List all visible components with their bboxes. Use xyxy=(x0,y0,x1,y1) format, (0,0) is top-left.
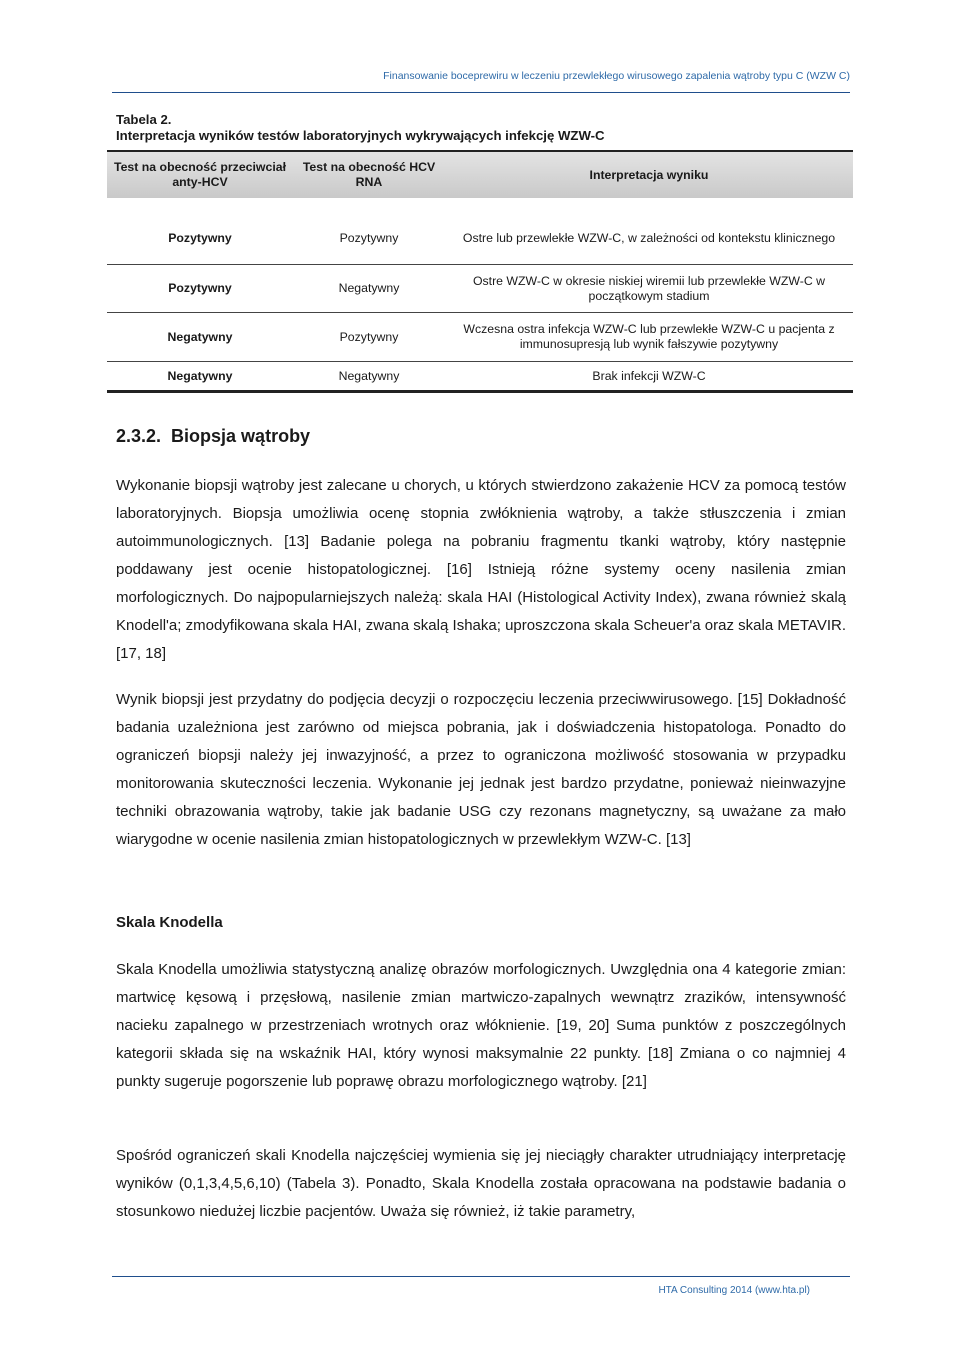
header-divider xyxy=(112,92,850,93)
table-cell: Pozytywny xyxy=(107,198,293,265)
page-footer: HTA Consulting 2014 (www.hta.pl) xyxy=(658,1285,810,1296)
table-cell: Negatywny xyxy=(293,265,445,313)
table-title: Interpretacja wyników testów laboratoryjnych wykrywających infekcję WZW-C xyxy=(116,128,605,143)
table-row xyxy=(107,313,853,362)
section-number: 2.3.2. xyxy=(116,426,162,446)
table-cell: Ostre lub przewlekłe WZW-C, w zależności od kontekstu klinicznego xyxy=(445,198,853,265)
column-header-interpretation: Interpretacja wyniku xyxy=(445,151,853,198)
column-header-anti-hcv: Test na obecność przeciwciał anty-HCV xyxy=(107,151,293,198)
table-label: Tabela 2. xyxy=(116,112,172,127)
column-header-hcv-rna: Test na obecność HCV RNA xyxy=(293,151,445,198)
table-caption xyxy=(116,112,605,144)
body-paragraph: Wynik biopsji jest przydatny do podjęcia decyzji o rozpoczęciu leczenia przeciwwirusowego. [15] Dokładność badania uzależniona jest zarówno od miejsca pobrania, jak i doświadczenia histopatologa. Ponadto do ograniczeń biopsji należy jej inwazyjność, a przez to ograniczona możliwość stosowania w przypadku monitorowania skuteczności leczenia. Wykonanie jej jednak jest bardzo przydatne, ponieważ nieinwazyjne techniki obrazowania wątroby, takie jak badanie USG czy rezonans magnetyczny, są uważane za mało wiarygodne w ocenie nasilenia zmian histopatologicznych w przewlekłym WZW-C. [13] xyxy=(116,691,846,848)
table-cell: Negatywny xyxy=(107,313,293,362)
table-cell: Ostre WZW-C w okresie niskiej wiremii lub przewlekłe WZW-C w początkowym stadium xyxy=(445,265,853,313)
table-cell: Negatywny xyxy=(293,362,445,392)
table-row xyxy=(107,362,853,392)
footer-divider xyxy=(112,1276,850,1277)
table-cell: Pozytywny xyxy=(107,265,293,313)
running-header: Finansowanie boceprewiru w leczeniu przewlekłego wirusowego zapalenia wątroby typu C (WZW C) xyxy=(383,70,850,82)
table-cell: Negatywny xyxy=(107,362,293,392)
table-cell: Pozytywny xyxy=(293,313,445,362)
section-heading xyxy=(116,426,310,447)
table-header-row xyxy=(107,151,853,198)
table-cell: Wczesna ostra infekcja WZW-C lub przewlekłe WZW-C u pacjenta z immunosupresją lub wynik fałszywie pozytywny xyxy=(445,313,853,362)
table-row xyxy=(107,265,853,313)
body-paragraph: Spośród ograniczeń skali Knodella najczęściej wymienia się jej nieciągły charakter utrudniający interpretację wyników (0,1,3,4,5,6,10) (Tabela 3). Ponadto, Skala Knodella została opracowana na podstawie badania o stosunkowo niedużej liczbie pacjentów. Uważa się również, iż takie parametry, xyxy=(116,1147,846,1220)
table-cell: Pozytywny xyxy=(293,198,445,265)
results-table xyxy=(107,150,853,393)
section-title: Biopsja wątroby xyxy=(171,426,311,446)
subsection-heading: Skala Knodella xyxy=(116,914,223,931)
table-cell: Brak infekcji WZW-C xyxy=(445,362,853,392)
body-paragraph: Wykonanie biopsji wątroby jest zalecane u chorych, u których stwierdzono zakażenie HCV za pomocą testów laboratoryjnych. Biopsja umożliwia ocenę stopnia zwłóknienia wątroby, a także stłuszczenia i zmian autoimmunologicznych. [13] Badanie polega na pobraniu fragmentu tkanki wątroby, który następnie poddawany jest ocenie histopatologicznej. [16] Istnieją różne systemy oceny nasilenia zmian morfologicznych. Do najpopularniejszych należą: skala HAI (Histological Activity Index), zwana również skalą Knodell'a; zmodyfikowana skala HAI, zwana skalą Ishaka; uproszczona skala Scheuer'a oraz skala METAVIR. [17, 18] xyxy=(116,477,846,662)
body-paragraph: Skala Knodella umożliwia statystyczną analizę obrazów morfologicznych. Uwzględnia ona 4 kategorie zmian: martwicę kęsową i przęsłową, nasilenie zmian martwiczo-zapalnych wewnątrz zrazików, intensywność nacieku zapalnego w przestrzeniach wrotnych oraz włóknienie. [19, 20] Suma punktów z poszczególnych kategorii składa się na wskaźnik HAI, który wynosi maksymalnie 22 punkty. [18] Zmiana o co najmniej 4 punkty sugeruje pogorszenie lub poprawę obrazu morfologicznego wątroby. [21] xyxy=(116,961,846,1090)
table-row xyxy=(107,198,853,265)
